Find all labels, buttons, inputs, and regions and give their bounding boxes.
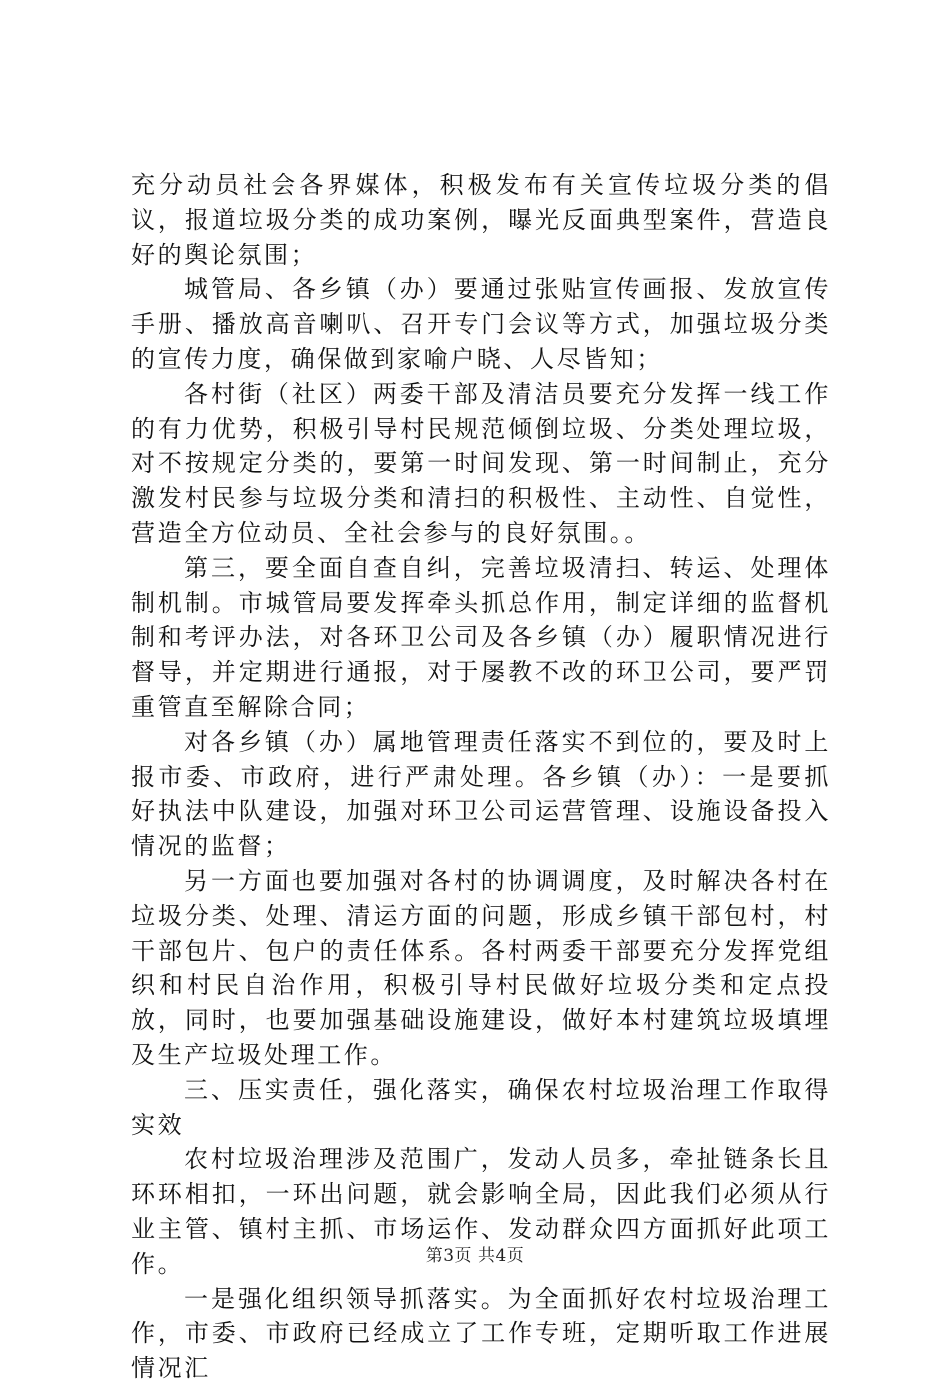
paragraph: 农村垃圾治理涉及范围广，发动人员多，牵扯链条长且环环相扣，一环出问题，就会影响全局，因此我们必须从行业主管、镇村主抓、市场运作、发动群众四方面抓好此项工作。 [131, 1145, 831, 1278]
paragraph: 各村街（社区）两委干部及清洁员要充分发挥一线工作的有力优势，积极引导村民规范倾倒垃圾、分类处理垃圾，对不按规定分类的，要第一时间发现、第一时间制止，充分激发村民参与垃圾分类和清扫的积极性、主动性、自觉性，营造全方位动员、全社会参与的良好氛围。。 [131, 379, 831, 547]
paragraph: 第三，要全面自查自纠，完善垃圾清扫、转运、处理体制机制。市城管局要发挥牵头抓总作用，制定详细的监督机制和考评办法，对各环卫公司及各乡镇（办）履职情况进行督导，并定期进行通报，对于屡教不改的环卫公司，要严罚重管直至解除合同； [131, 553, 831, 721]
paragraph: 对各乡镇（办）属地管理责任落实不到位的，要及时上报市委、市政府，进行严肃处理。各乡镇（办）：一是要抓好执法中队建设，加强对环卫公司运营管理、设施设备投入情况的监督； [131, 727, 831, 861]
document-body [131, 168, 831, 1386]
section-heading: 三、压实责任，强化落实，确保农村垃圾治理工作取得实效 [131, 1075, 831, 1139]
paragraph-continuation: 充分动员社会各界媒体，积极发布有关宣传垃圾分类的倡议，报道垃圾分类的成功案例，曝光反面典型案件，营造良好的舆论氛围； [131, 171, 831, 269]
paragraph: 一是强化组织领导抓落实。为全面抓好农村垃圾治理工作，市委、市政府已经成立了工作专班，定期听取工作进展情况汇 [131, 1284, 831, 1383]
paragraph: 城管局、各乡镇（办）要通过张贴宣传画报、发放宣传手册、播放高音喇叭、召开专门会议等方式，加强垃圾分类的宣传力度，确保做到家喻户晓、人尽皆知； [131, 275, 831, 373]
paragraph: 另一方面也要加强对各村的协调调度，及时解决各村在垃圾分类、处理、清运方面的问题，形成乡镇干部包村，村干部包片、包户的责任体系。各村两委干部要充分发挥党组织和村民自治作用，积极引导村民做好垃圾分类和定点投放，同时，也要加强基础设施建设，做好本村建筑垃圾填埋及生产垃圾处理工作。 [131, 866, 831, 1069]
page-number-footer: 第3页 共4页 [425, 1246, 525, 1266]
